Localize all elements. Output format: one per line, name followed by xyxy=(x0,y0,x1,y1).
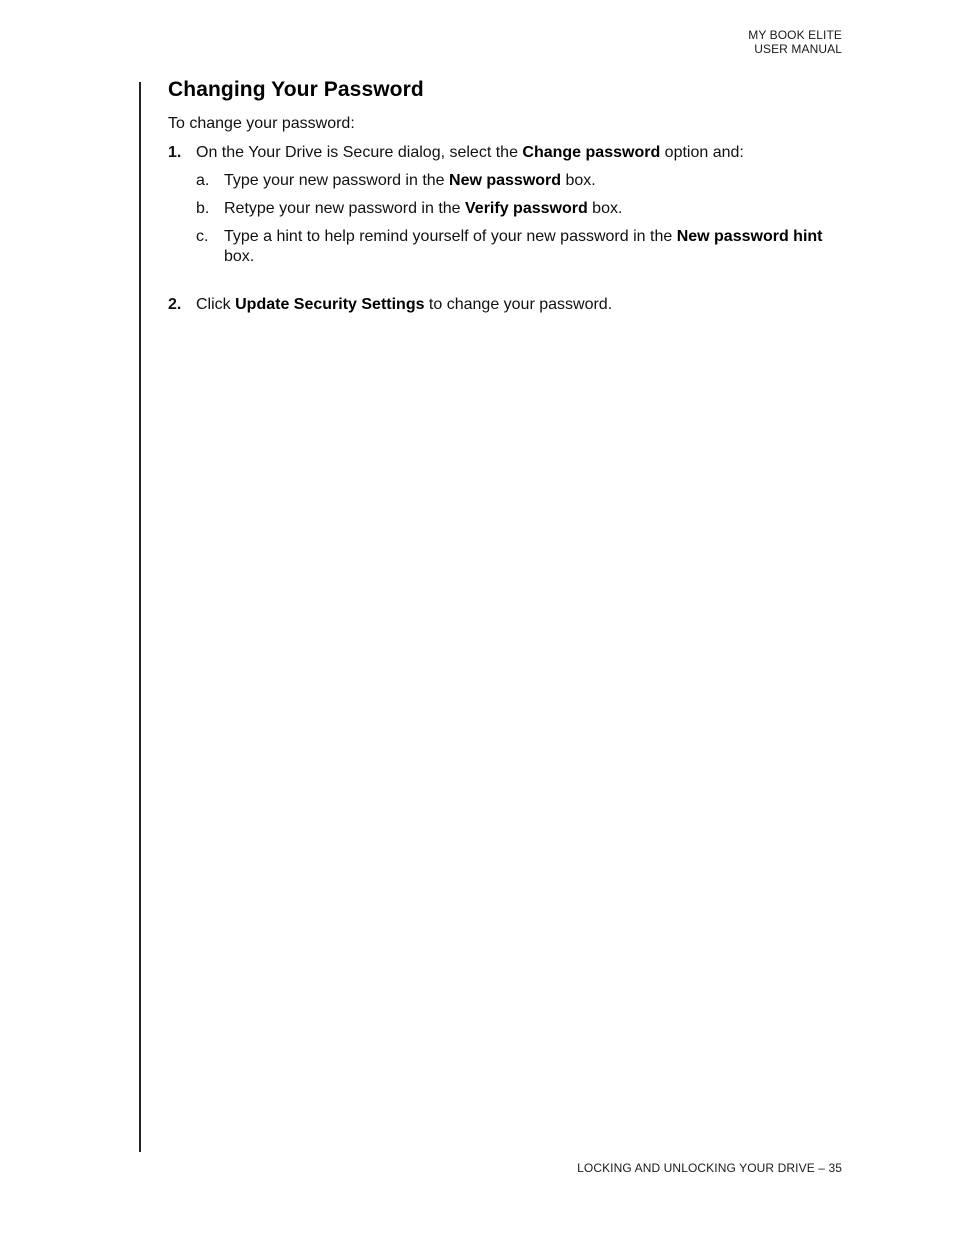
intro-text: To change your password: xyxy=(168,115,355,132)
header-document-type: USER MANUAL xyxy=(754,42,842,56)
substep-text: Type your new password in the New password box. xyxy=(224,172,596,189)
substep-letter: a. xyxy=(196,172,210,189)
section-heading: Changing Your Password xyxy=(168,78,424,101)
step-body xyxy=(196,143,844,275)
page-content xyxy=(168,76,844,315)
step-number: 2. xyxy=(168,296,182,313)
step-2 xyxy=(168,295,844,315)
substep-text: Type a hint to help remind yourself of your new password in the New password hint box. xyxy=(224,228,823,265)
margin-rule xyxy=(139,82,141,1152)
step-number: 1. xyxy=(168,144,182,161)
header-product-name: MY BOOK ELITE xyxy=(748,28,842,42)
substep-a xyxy=(196,171,844,191)
ui-term-verify-password: Verify password xyxy=(465,200,588,217)
running-header xyxy=(748,28,842,56)
substep-letter: b. xyxy=(196,200,210,217)
ui-term-new-password-hint: New password hint xyxy=(676,228,823,245)
substep-c xyxy=(196,227,844,267)
substep-letter: c. xyxy=(196,228,209,245)
substep-b xyxy=(196,199,844,219)
step-1-text: On the Your Drive is Secure dialog, select the Change password option and: xyxy=(196,144,744,161)
ui-term-change-password: Change password xyxy=(522,144,661,161)
ui-term-new-password: New password xyxy=(449,172,562,189)
substep-text: Retype your new password in the Verify password box. xyxy=(224,200,623,217)
running-footer: LOCKING AND UNLOCKING YOUR DRIVE – 35 xyxy=(577,1161,842,1175)
step-1 xyxy=(168,143,844,275)
step-2-text: Click Update Security Settings to change your password. xyxy=(196,296,613,313)
ui-term-update-security-settings: Update Security Settings xyxy=(235,296,425,313)
substep-list xyxy=(196,171,844,267)
